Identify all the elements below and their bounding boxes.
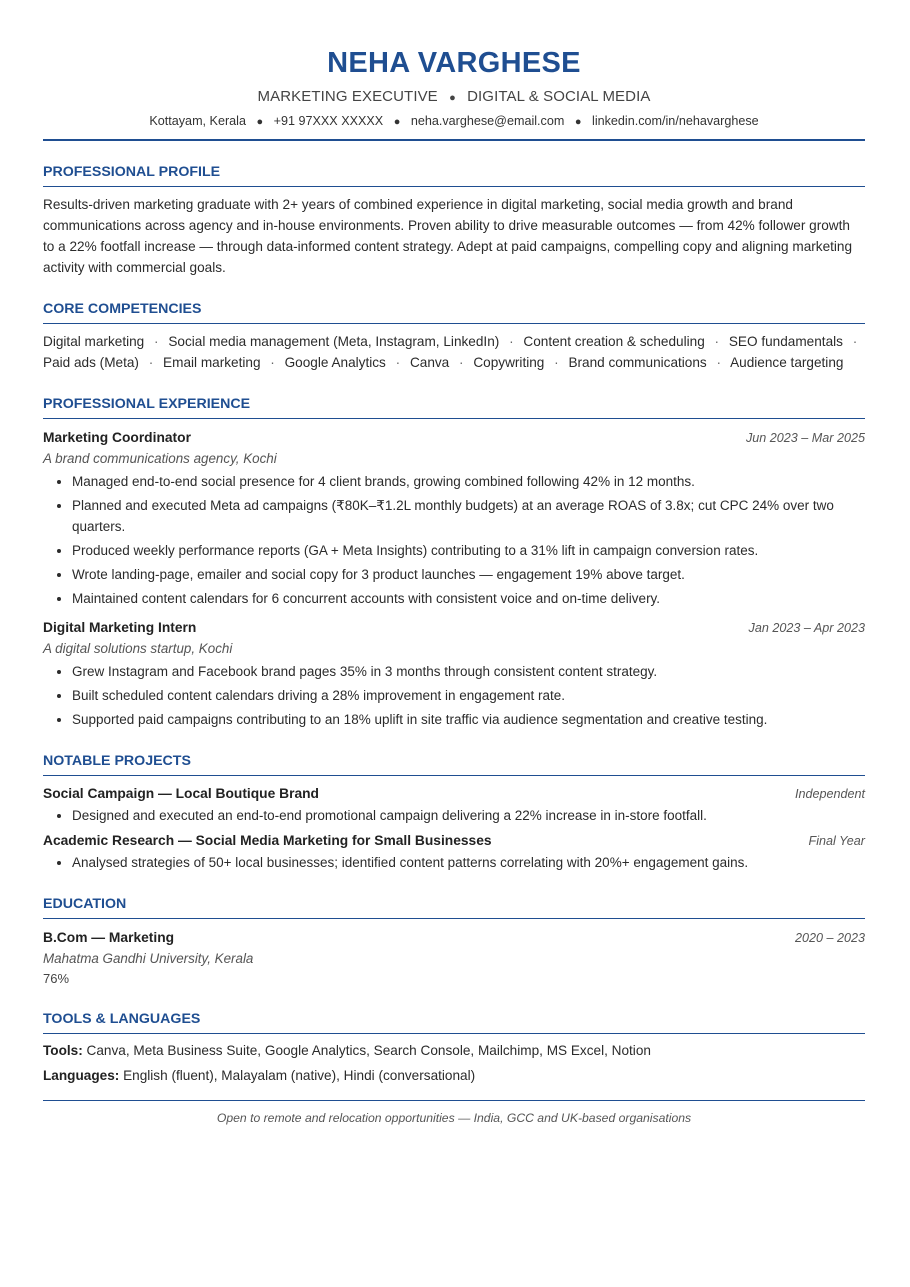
job-organization: A digital solutions startup, Kochi	[43, 641, 233, 656]
contact-phone: +91 97XXX XXXXX	[273, 114, 384, 128]
job-list	[43, 427, 865, 730]
job-organization: A brand communications agency, Kochi	[43, 451, 277, 466]
job-entry	[43, 617, 865, 730]
languages-value: English (fluent), Malayalam (native), Hindi (conversational)	[123, 1068, 476, 1083]
section-tools	[43, 1010, 865, 1086]
job-dates: Jan 2023 – Apr 2023	[748, 621, 865, 635]
list-item: • Designed and executed an end-to-end promotional campaign delivering a 22% increase in in-store footfall.	[72, 805, 865, 826]
job-dates: Jun 2023 – Mar 2025	[745, 431, 865, 445]
project-bullets	[43, 805, 865, 826]
job-bullets	[43, 661, 865, 730]
bullet-separator-icon: ●	[256, 116, 264, 128]
section-heading: TOOLS & LANGUAGES	[43, 1010, 865, 1034]
bullet-separator-icon: ●	[393, 116, 401, 128]
competency-item: Google Analytics	[284, 355, 386, 370]
contact-line	[43, 112, 865, 131]
separator-dot-icon: ·	[270, 355, 275, 370]
separator-dot-icon: ·	[459, 355, 464, 370]
competency-item: Copywriting	[473, 355, 545, 370]
bullet-separator-icon: ●	[449, 92, 456, 104]
list-item: • Planned and executed Meta ad campaigns (₹80K–₹1.2L monthly budgets) at an average ROAS of 3.8x; cut CPC 24% over two quarters.	[72, 495, 865, 537]
contact-email[interactable]: neha.varghese@email.com	[410, 114, 565, 128]
project-list	[43, 783, 865, 873]
languages-label: Languages:	[43, 1068, 120, 1083]
list-item: • Supported paid campaigns contributing to an 18% uplift in site traffic via audience segmentation and creative testing.	[72, 709, 865, 730]
languages-line	[43, 1065, 865, 1086]
list-item: • Wrote landing-page, emailer and social copy for 3 product launches — engagement 19% above target.	[72, 564, 865, 585]
separator-dot-icon: ·	[509, 334, 514, 349]
competency-list	[43, 331, 865, 373]
section-competencies	[43, 300, 865, 373]
competency-item: Email marketing	[163, 355, 261, 370]
separator-dot-icon: ·	[154, 334, 159, 349]
education-dates: 2020 – 2023	[794, 931, 865, 945]
competency-item: Canva	[409, 355, 450, 370]
headline-focus: DIGITAL & SOCIAL MEDIA	[467, 88, 651, 105]
job-title: Marketing Coordinator	[43, 430, 191, 445]
section-heading: EDUCATION	[43, 895, 865, 919]
section-heading: PROFESSIONAL EXPERIENCE	[43, 395, 865, 419]
header-divider	[43, 139, 865, 141]
profile-text: Results-driven marketing graduate with 2+ years of combined experience in digital marketing, social media growth and brand communications across agency and in-house environments. Proven ability to drive measurable outcomes — from 42% follower growth to a 22% footfall increase — through data-informed content strategy. Adept at paid campaigns, compelling copy and aligning marketing activity with commercial goals.	[43, 197, 853, 275]
section-education	[43, 895, 865, 988]
competency-item: SEO fundamentals	[728, 334, 843, 349]
section-heading: NOTABLE PROJECTS	[43, 752, 865, 776]
list-item: • Built scheduled content calendars driving a 28% improvement in engagement rate.	[72, 685, 865, 706]
separator-dot-icon: ·	[148, 355, 154, 370]
project-title: Academic Research — Social Media Marketing for Small Businesses	[43, 833, 492, 848]
list-item: • Produced weekly performance reports (GA + Meta Insights) contributing to a 31% lift in campaign conversion rates.	[72, 540, 865, 561]
resume-header	[43, 44, 865, 141]
job-entry	[43, 427, 865, 609]
headline-role: MARKETING EXECUTIVE	[257, 88, 438, 105]
job-bullets	[43, 471, 865, 609]
separator-dot-icon: ·	[395, 355, 401, 370]
project-tag: Final Year	[808, 834, 865, 848]
project-tag: Independent	[794, 787, 865, 801]
separator-dot-icon: ·	[716, 355, 722, 370]
project-head	[43, 830, 865, 852]
section-heading: CORE COMPETENCIES	[43, 300, 865, 324]
tools-line	[43, 1040, 865, 1061]
job-head	[43, 427, 865, 449]
education-school: Mahatma Gandhi University, Kerala	[43, 951, 254, 966]
list-item: • Analysed strategies of 50+ local businesses; identified content patterns correlating with 20%+ engagement gains.	[72, 852, 865, 873]
section-profile	[43, 163, 865, 278]
education-grade: 76%	[43, 971, 70, 986]
project-title: Social Campaign — Local Boutique Brand	[43, 786, 319, 801]
competency-item: Audience targeting	[730, 355, 844, 370]
competency-item: Digital marketing	[43, 334, 145, 349]
section-experience	[43, 395, 865, 730]
competency-item: Social media management (Meta, Instagram, LinkedIn)	[168, 334, 500, 349]
education-head	[43, 927, 865, 949]
competency-item: Paid ads (Meta)	[43, 355, 139, 370]
bullet-separator-icon: ●	[574, 116, 582, 128]
project-entry	[43, 830, 865, 873]
list-item: • Maintained content calendars for 6 concurrent accounts with consistent voice and on-time delivery.	[72, 588, 865, 609]
education-degree: B.Com — Marketing	[43, 930, 175, 945]
project-bullets	[43, 852, 865, 873]
job-head	[43, 617, 865, 639]
tools-value: Canva, Meta Business Suite, Google Analytics, Search Console, Mailchimp, MS Excel, Notion	[86, 1043, 651, 1058]
section-projects	[43, 752, 865, 873]
headline	[43, 87, 865, 108]
contact-location: Kottayam, Kerala	[149, 114, 246, 128]
tools-label: Tools:	[43, 1043, 83, 1058]
candidate-name: NEHA VARGHESE	[327, 47, 581, 79]
job-title: Digital Marketing Intern	[43, 620, 197, 635]
section-heading: PROFESSIONAL PROFILE	[43, 163, 865, 187]
competency-item: Brand communications	[568, 355, 707, 370]
separator-dot-icon: ·	[714, 334, 720, 349]
list-item: • Grew Instagram and Facebook brand pages 35% in 3 months through consistent content strategy.	[72, 661, 865, 682]
footer-divider	[43, 1100, 865, 1101]
separator-dot-icon: ·	[554, 355, 559, 370]
contact-linkedin[interactable]: linkedin.com/in/nehavarghese	[592, 114, 759, 128]
project-entry	[43, 783, 865, 826]
project-head	[43, 783, 865, 805]
list-item: • Managed end-to-end social presence for 4 client brands, growing combined following 42% in 12 months.	[72, 471, 865, 492]
separator-dot-icon: ·	[852, 334, 858, 349]
footer-note: Open to remote and relocation opportunities — India, GCC and UK-based organisations	[216, 1111, 692, 1125]
education-entry	[43, 927, 865, 988]
competency-item: Content creation & scheduling	[523, 334, 705, 349]
